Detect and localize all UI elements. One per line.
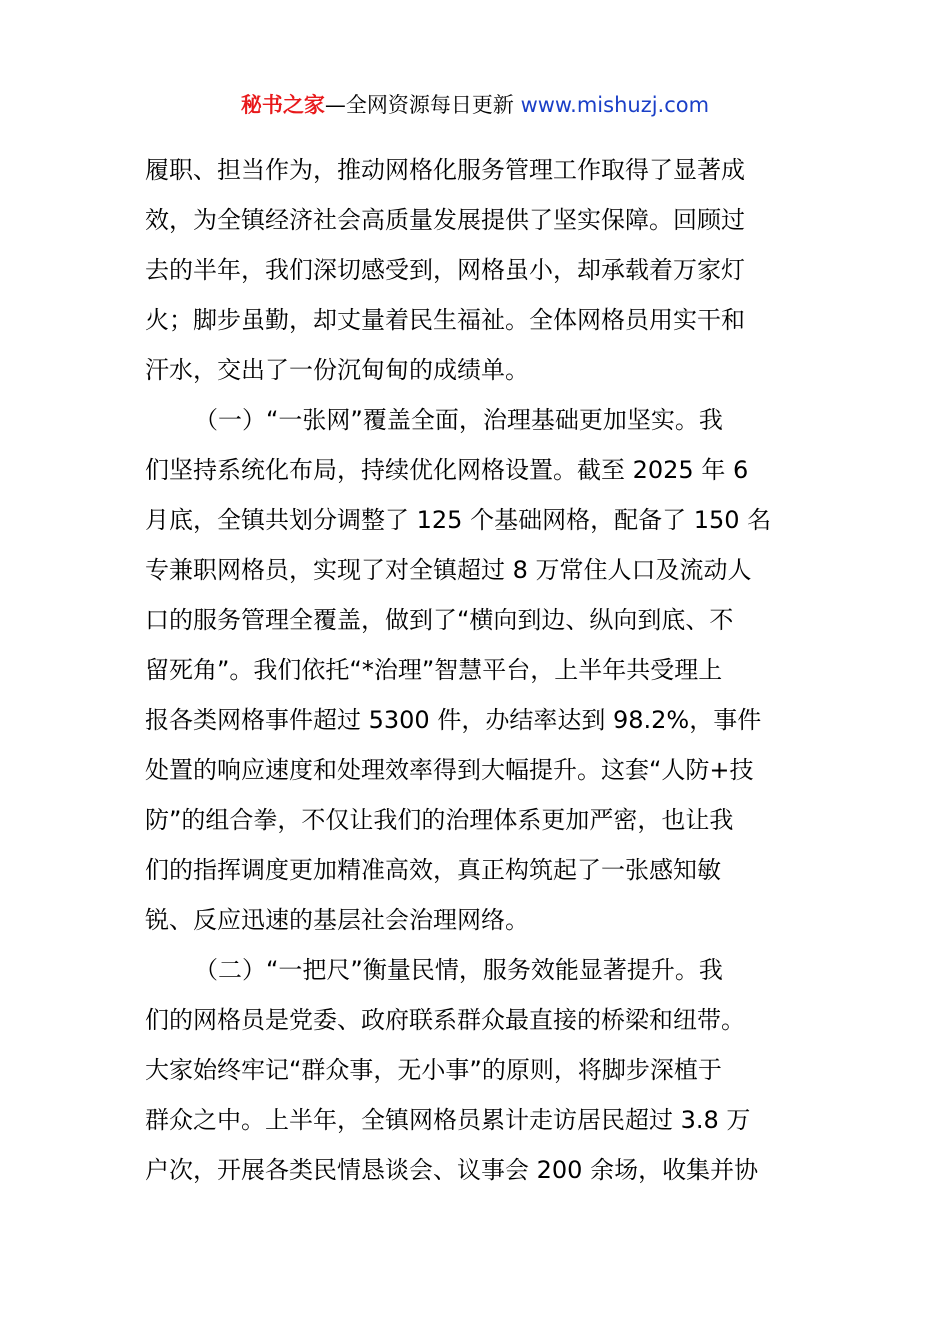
text-line: 火；脚步虽勤，却丈量着民生福祉。全体网格员用实干和 [145, 306, 745, 334]
site-url[interactable]: www.mishuzj.com [520, 93, 710, 117]
header-tagline: —全网资源每日更新 [324, 93, 521, 117]
text-line: 处置的响应速度和处理效率得到大幅提升。这套“人防+技 [145, 756, 754, 784]
text-line: 大家始终牢记“群众事，无小事”的原则，将脚步深植于 [145, 1056, 722, 1084]
section-heading-line: （一）“一张网”覆盖全面，治理基础更加坚实。我 [194, 406, 723, 434]
text-line: 留死角”。我们依托“*治理”智慧平台，上半年共受理上 [145, 656, 723, 684]
text-line: 报各类网格事件超过 5300 件，办结率达到 98.2%，事件 [145, 706, 762, 734]
document-body [145, 145, 807, 1195]
text-line: 防”的组合拳，不仅让我们的治理体系更加严密，也让我 [145, 806, 734, 834]
text-line: 们的网格员是党委、政府联系群众最直接的桥梁和纽带。 [145, 1006, 745, 1034]
text-line: 月底，全镇共划分调整了 125 个基础网格，配备了 150 名 [145, 506, 772, 534]
text-line: 汗水，交出了一份沉甸甸的成绩单。 [145, 356, 529, 384]
text-line: 去的半年，我们深切感受到，网格虽小，却承载着万家灯 [145, 256, 745, 284]
text-line: 户次，开展各类民情恳谈会、议事会 200 余场，收集并协 [145, 1156, 759, 1184]
text-line: 们的指挥调度更加精准高效，真正构筑起了一张感知敏 [145, 856, 721, 884]
text-line: 专兼职网格员，实现了对全镇超过 8 万常住人口及流动人 [145, 556, 752, 584]
brand-name: 秘书之家 [240, 93, 325, 117]
text-line: 履职、担当作为，推动网格化服务管理工作取得了显著成 [145, 156, 745, 184]
text-line: 效，为全镇经济社会高质量发展提供了坚实保障。回顾过 [145, 206, 745, 234]
page-header [0, 88, 950, 122]
text-line: 群众之中。上半年，全镇网格员累计走访居民超过 3.8 万 [145, 1106, 751, 1134]
text-line: 口的服务管理全覆盖，做到了“横向到边、纵向到底、不 [145, 606, 734, 634]
text-line: 们坚持系统化布局，持续优化网格设置。截至 2025 年 6 [145, 456, 749, 484]
text-line: 锐、反应迅速的基层社会治理网络。 [145, 906, 529, 934]
section-heading-line: （二）“一把尺”衡量民情，服务效能显著提升。我 [194, 956, 723, 984]
